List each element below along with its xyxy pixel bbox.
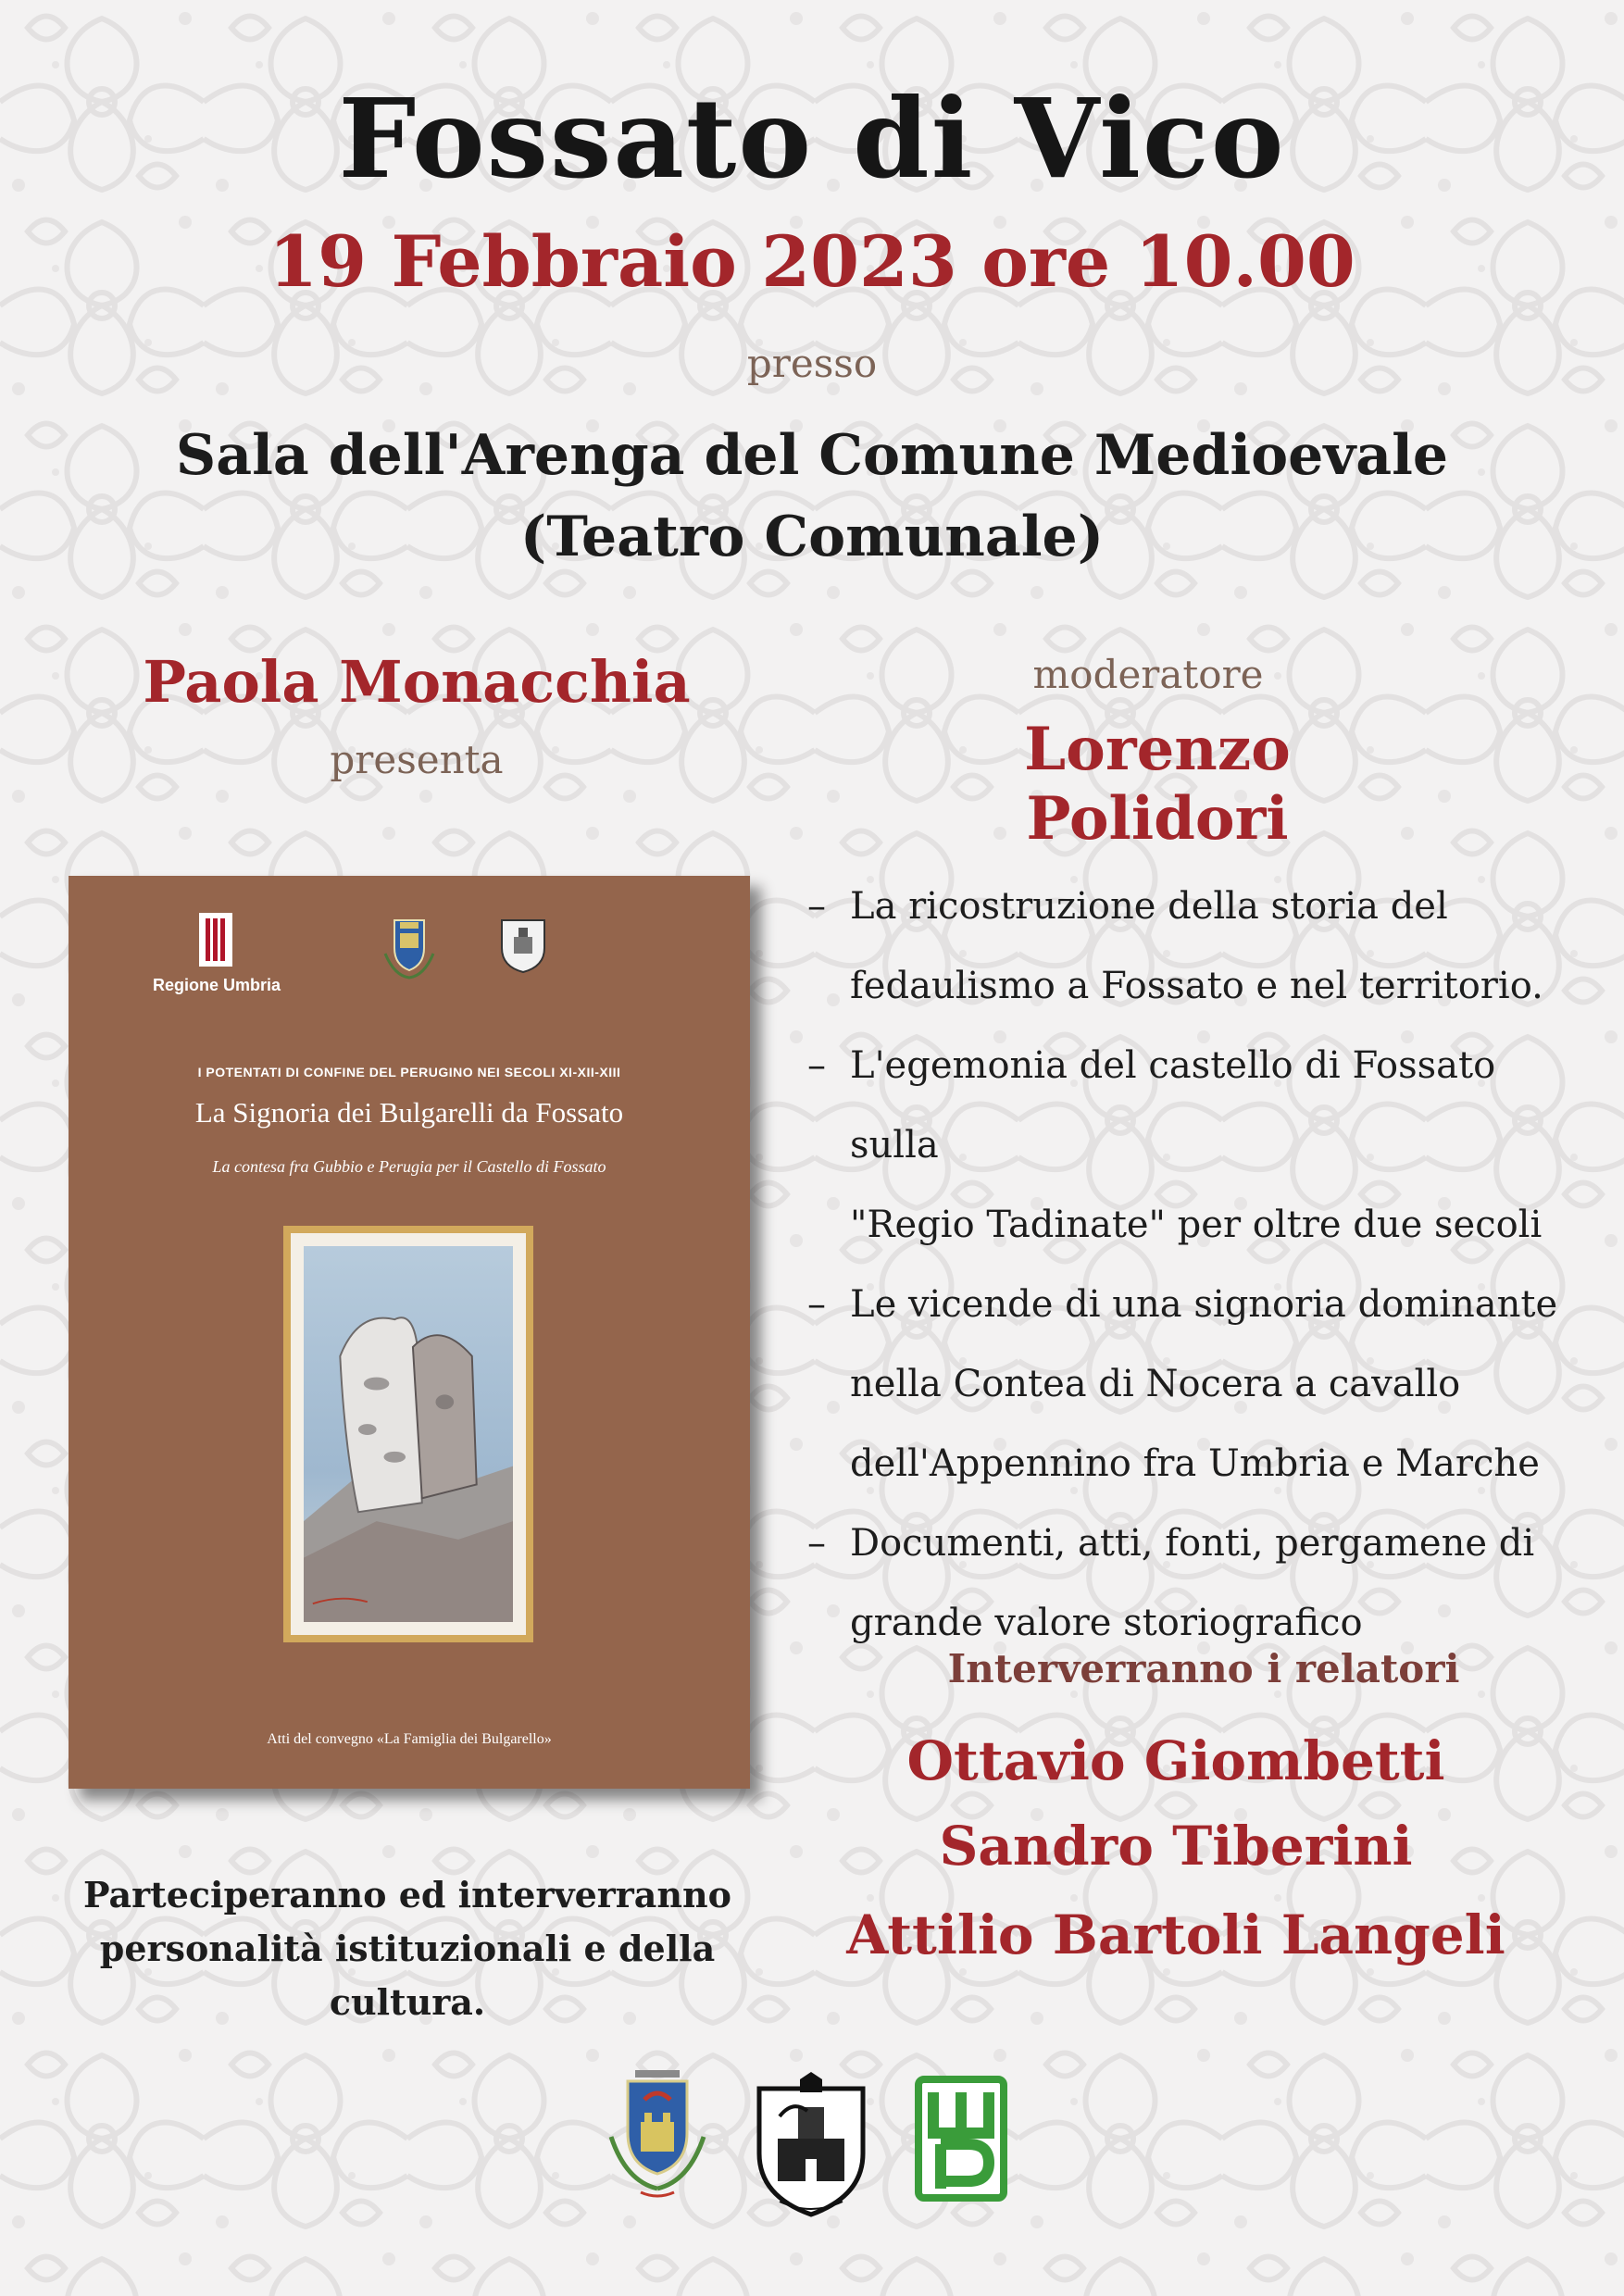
- topic-line: L'egemonia del castello di Fossato sulla: [850, 1044, 1496, 1167]
- topic-item: [807, 1265, 1567, 1504]
- topic-item: [807, 1026, 1567, 1265]
- dash-icon: –: [807, 885, 826, 928]
- topic-line: "Regio Tadinate" per oltre due secoli: [850, 1204, 1543, 1246]
- cover-painting: [304, 1246, 513, 1622]
- topic-line: fedaulismo a Fossato e nel territorio.: [850, 965, 1543, 1007]
- venue-line-1: Sala dell'Arenga del Comune Medioevale: [175, 423, 1449, 488]
- cover-painting-frame: [283, 1226, 533, 1642]
- venue-line-2: (Teatro Comunale): [519, 505, 1105, 569]
- speaker-name: Ottavio Giombetti: [906, 1729, 1445, 1792]
- regione-label: Regione Umbria: [152, 976, 281, 994]
- moderator-name: Lorenzo Polidori: [1024, 715, 1291, 854]
- speaker-name: Attilio Bartoli Langeli: [846, 1903, 1505, 1966]
- book-cover: [69, 876, 750, 1789]
- venue: [0, 415, 1624, 578]
- book-title: La Signoria dei Bulgarelli da Fossato: [194, 1096, 624, 1129]
- topic-line: nella Contea di Nocera a cavallo: [850, 1363, 1461, 1405]
- speaker-name: Sandro Tiberini: [939, 1815, 1413, 1878]
- presso-label: presso: [746, 341, 878, 386]
- moderator-label: moderatore: [1032, 652, 1264, 697]
- speakers-label: Interverranno i relatori: [947, 1646, 1460, 1691]
- page-title: Fossato di Vico: [338, 74, 1286, 203]
- green-monogram-icon: [913, 2074, 1009, 2203]
- book-series: I POTENTATI DI CONFINE DEL PERUGINO NEI SECOLI XI-XII-XIII: [197, 1065, 621, 1079]
- dash-icon: –: [807, 1044, 826, 1087]
- topic-item: [807, 867, 1567, 1026]
- regione-umbria-flag-icon: [199, 913, 232, 967]
- castle-crest-small-icon: [498, 917, 548, 974]
- comune-crest-icon: [600, 2063, 715, 2203]
- topic-line: grande valore storiografico: [850, 1602, 1363, 1644]
- dash-icon: –: [807, 1522, 826, 1565]
- presenter-name: Paola Monacchia: [143, 648, 691, 716]
- topic-line: Le vicende di una signoria dominante: [850, 1283, 1558, 1326]
- participation-line-2: personalità istituzionali e della cultura.: [99, 1928, 716, 2023]
- castle-crest-icon: [752, 2070, 870, 2218]
- dash-icon: –: [807, 1283, 826, 1326]
- topic-line: Documenti, atti, fonti, pergamene di: [850, 1522, 1535, 1565]
- event-date: 19 Febbraio 2023 ore 10.00: [269, 220, 1355, 303]
- topic-line: dell'Appennino fra Umbria e Marche: [850, 1442, 1540, 1485]
- participation-note: [56, 1868, 759, 2029]
- participation-line-1: Parteciperanno ed interverranno: [82, 1874, 732, 1915]
- presenter-verb: presenta: [330, 737, 504, 782]
- book-subtitle: La contesa fra Gubbio e Perugia per il Castello di Fossato: [212, 1157, 606, 1176]
- comune-crest-small-icon: [381, 913, 437, 981]
- topics-list: [807, 867, 1567, 1663]
- topic-item: [807, 1504, 1567, 1663]
- book-footer: Atti del convegno «La Famiglia dei Bulgarello»: [267, 1731, 552, 1747]
- topic-line: La ricostruzione della storia del: [850, 885, 1448, 928]
